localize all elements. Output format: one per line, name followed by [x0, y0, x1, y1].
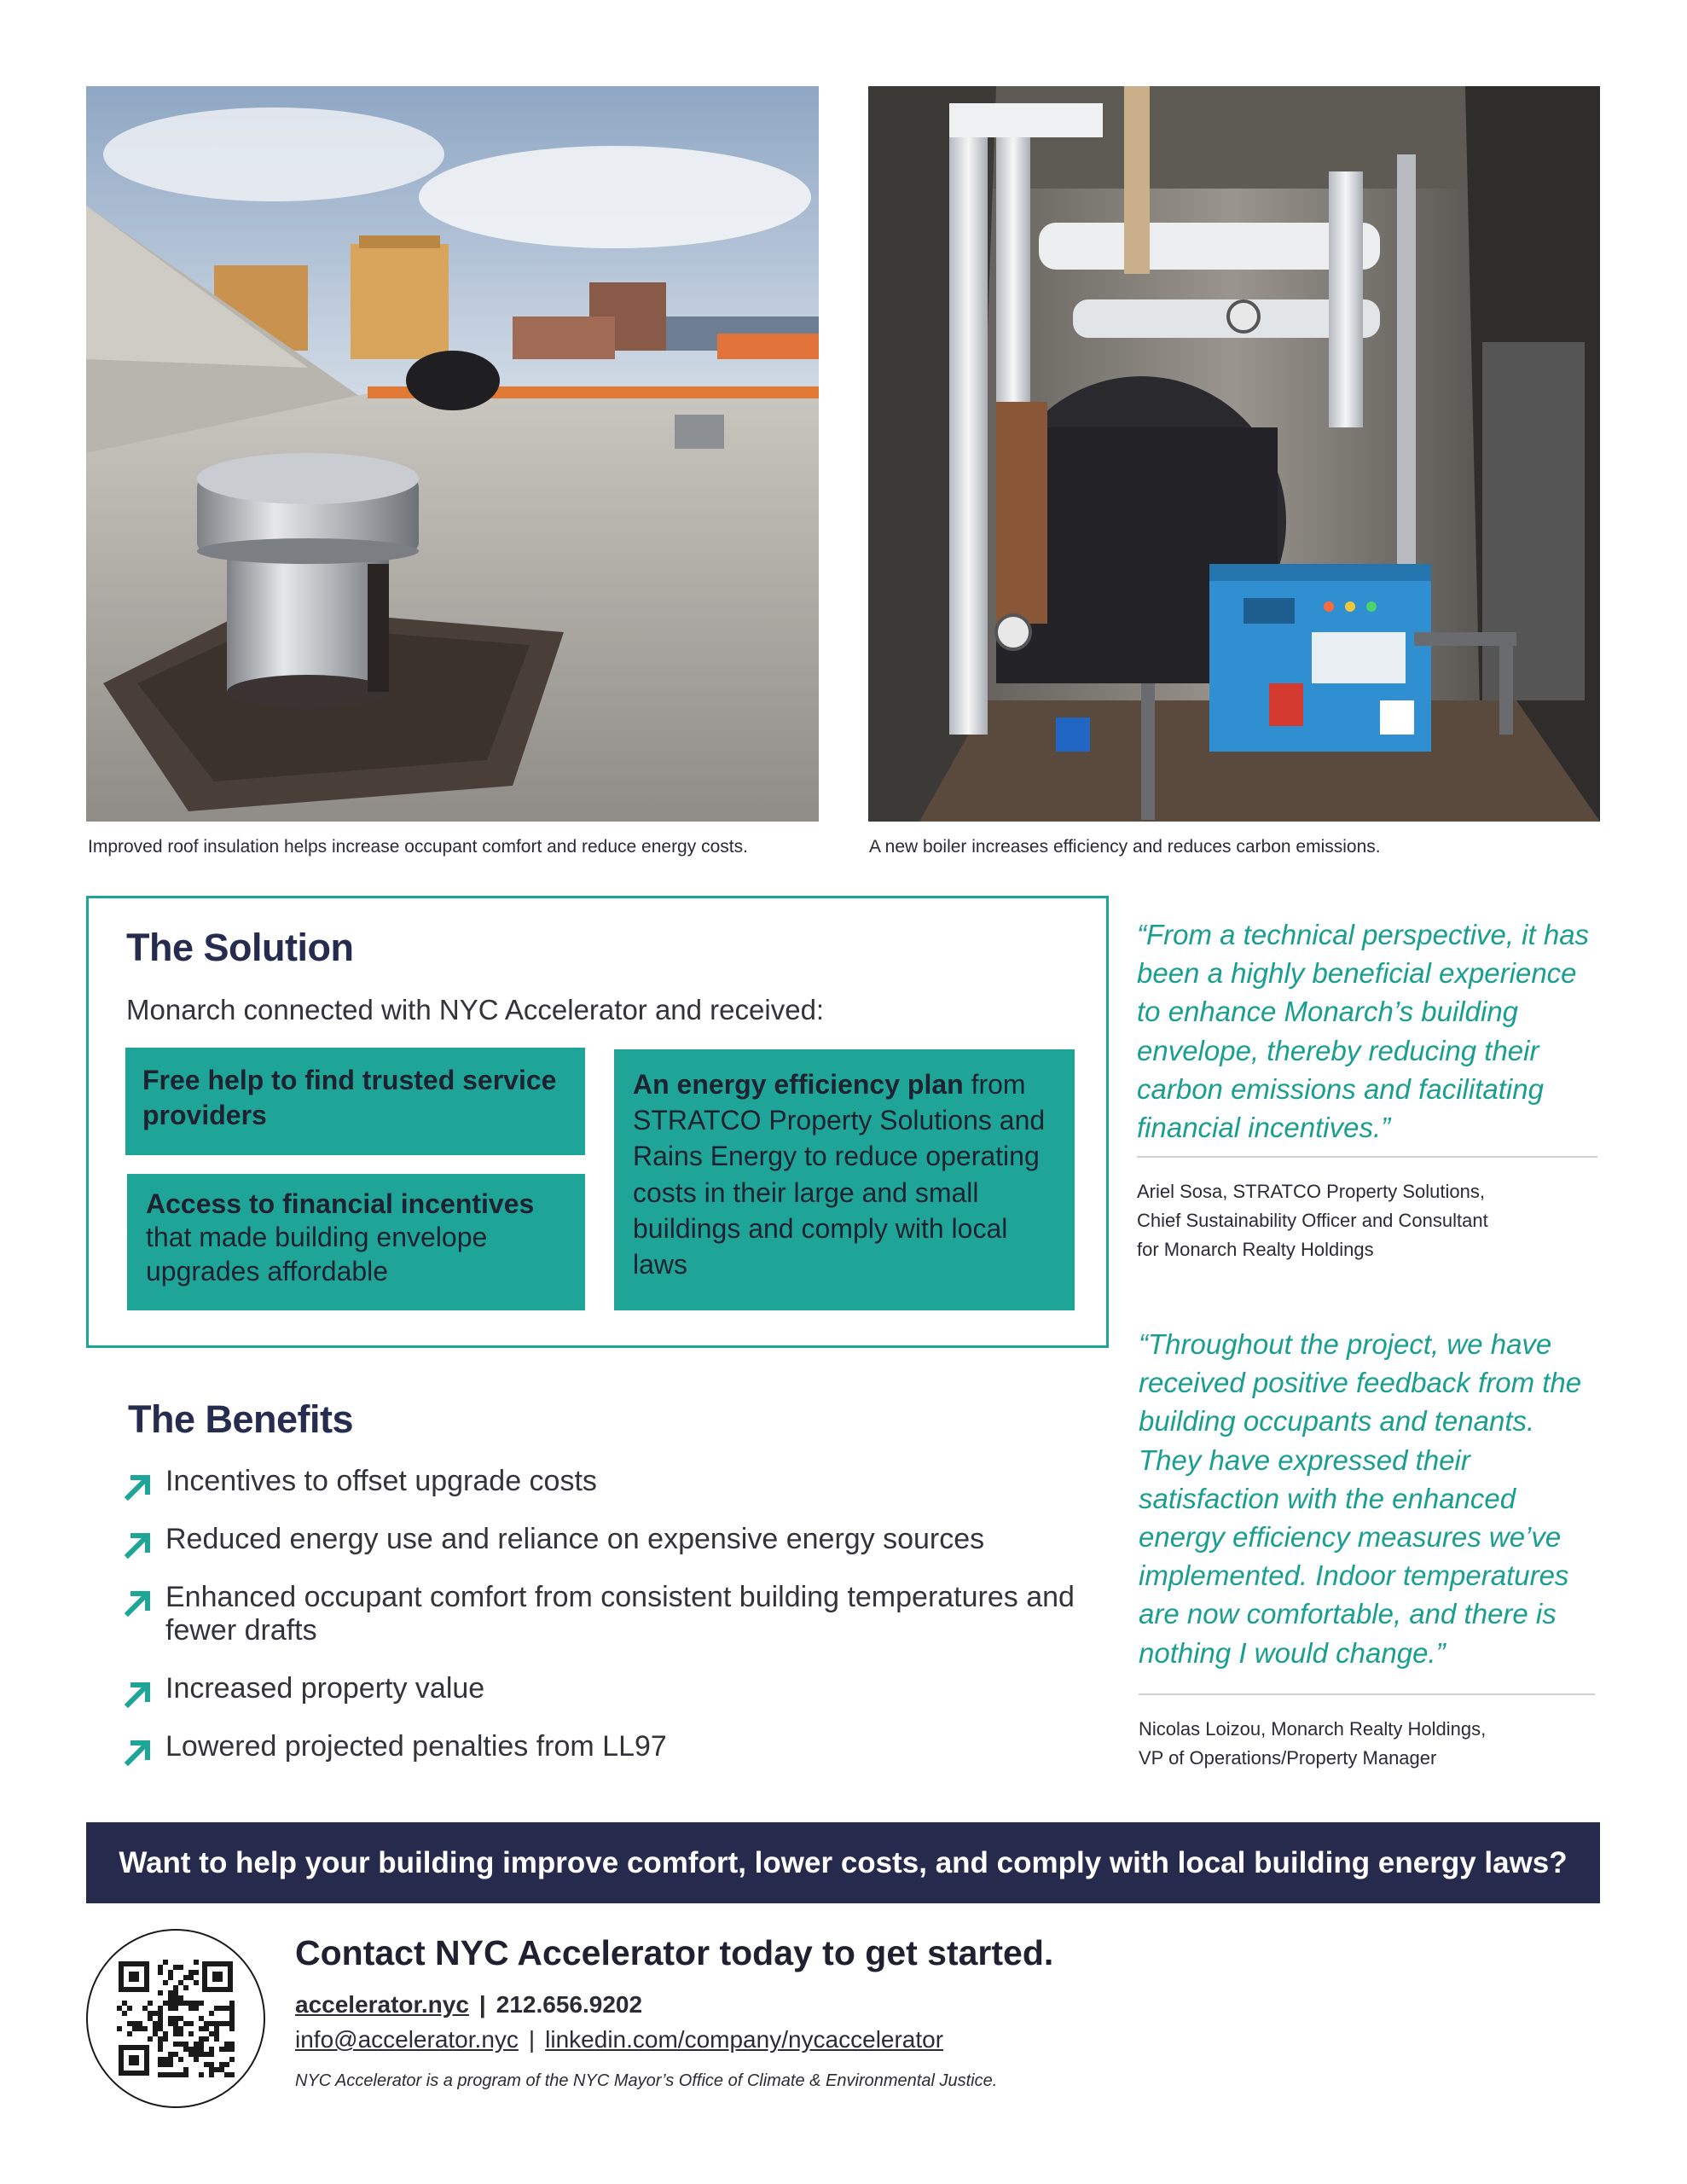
linkedin-link[interactable]: linkedin.com/company/nycaccelerator — [545, 2026, 944, 2053]
solution-card-financial-incentives — [127, 1174, 585, 1310]
benefit-text: Lowered projected penalties from LL97 — [165, 1730, 667, 1763]
email-link[interactable]: info@accelerator.nyc — [295, 2026, 519, 2053]
attribution-line: VP of Operations/Property Manager — [1139, 1747, 1437, 1769]
card-heading: An energy efficiency plan — [633, 1069, 964, 1100]
benefit-item — [123, 1730, 667, 1766]
phone-number[interactable]: 212.656.9202 — [496, 1991, 643, 2018]
arrow-up-right-icon — [123, 1677, 154, 1708]
separator: | — [528, 2026, 536, 2053]
card-heading: Free help to find trusted service providers — [142, 1065, 557, 1130]
benefit-text: Increased property value — [165, 1672, 485, 1705]
attribution-line: for Monarch Realty Holdings — [1137, 1239, 1374, 1261]
arrow-up-right-icon — [123, 1528, 154, 1559]
website-link[interactable]: accelerator.nyc — [295, 1991, 469, 2018]
quote-attribution — [1137, 1177, 1597, 1264]
card-text: from STRATCO Property Solutions and Rains Energy to reduce operating costs in their large and small buildings and comply with local laws — [633, 1069, 1046, 1281]
quote-occupant-feedback: “Throughout the project, we have received positive feedback from the building occupants and tenants. They have expressed their satisfaction with the enhanced energy efficiency measures we’ve implemented. Indoor temperatures are now comfortable, and there is nothing I would change.” — [1139, 1328, 1582, 1669]
contact-line-primary — [295, 1991, 642, 2018]
benefits-title: The Benefits — [128, 1397, 354, 1441]
solution-card-efficiency-plan — [614, 1049, 1075, 1310]
benefit-item — [123, 1581, 1078, 1648]
quote-divider — [1137, 1156, 1597, 1158]
arrow-up-right-icon — [123, 1735, 154, 1766]
boiler-photo — [868, 86, 1600, 822]
benefit-item — [123, 1672, 484, 1708]
program-footnote: NYC Accelerator is a program of the NYC Mayor’s Office of Climate & Environmental Justice. — [295, 2071, 998, 2090]
arrow-up-right-icon — [123, 1586, 154, 1617]
boiler-photo-caption: A new boiler increases efficiency and reduces carbon emissions. — [869, 837, 1381, 857]
qr-code-image — [86, 1929, 265, 2108]
contact-title: Contact NYC Accelerator today to get started. — [295, 1933, 1054, 1972]
benefit-text: Incentives to offset upgrade costs — [165, 1465, 597, 1497]
attribution-line: Chief Sustainability Officer and Consultant — [1137, 1210, 1488, 1232]
solution-title: The Solution — [126, 926, 354, 969]
benefit-item — [123, 1523, 984, 1559]
card-text: that made building envelope upgrades affordable — [146, 1222, 488, 1287]
attribution-line: Ariel Sosa, STRATCO Property Solutions, — [1137, 1181, 1485, 1202]
benefit-text: Enhanced occupant comfort from consistent building temperatures and fewer drafts — [165, 1581, 1075, 1647]
card-heading: Access to financial incentives — [146, 1188, 535, 1219]
benefit-text: Reduced energy use and reliance on expensive energy sources — [165, 1523, 985, 1555]
quote-technical: “From a technical perspective, it has been a highly beneficial experience to enhance Monarch’s building envelope, thereby reducing their carbon emissions and facilitating financial incentives.” — [1137, 919, 1590, 1144]
contact-line-secondary — [295, 2026, 943, 2053]
separator: | — [478, 1991, 486, 2018]
qr-code[interactable] — [86, 1929, 265, 2108]
cta-banner: Want to help your building improve comfort, lower costs, and comply with local building energy laws? — [86, 1822, 1600, 1903]
arrow-up-right-icon — [123, 1470, 154, 1501]
roof-photo — [86, 86, 819, 822]
roof-photo-caption: Improved roof insulation helps increase occupant comfort and reduce energy costs. — [88, 837, 748, 857]
quote-attribution — [1139, 1715, 1599, 1773]
quote-divider — [1139, 1693, 1595, 1695]
solution-intro: Monarch connected with NYC Accelerator and received: — [126, 994, 825, 1025]
benefit-item — [123, 1465, 597, 1501]
attribution-line: Nicolas Loizou, Monarch Realty Holdings, — [1139, 1718, 1487, 1740]
solution-card-service-providers — [125, 1048, 585, 1155]
